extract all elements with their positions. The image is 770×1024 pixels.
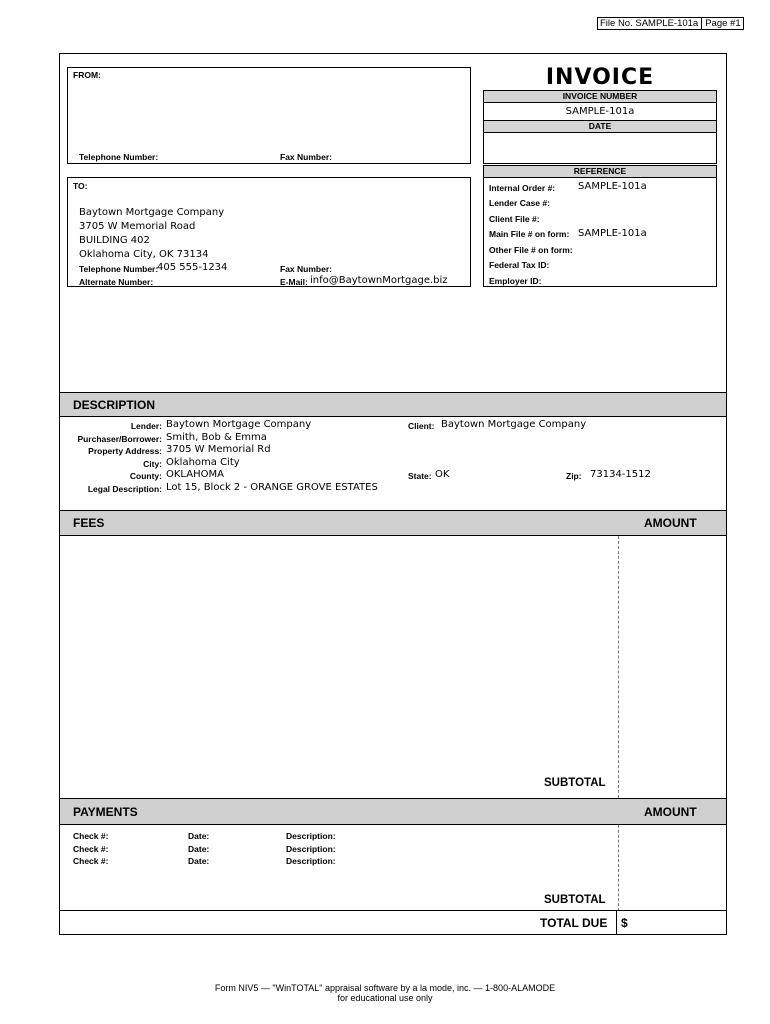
- reference-label: REFERENCE: [483, 165, 717, 178]
- total-due-currency: $: [621, 916, 628, 930]
- client-label: Client:: [408, 421, 435, 431]
- property-address-label: Property Address:: [88, 446, 162, 456]
- invoice-number-value: SAMPLE-101a: [565, 106, 635, 117]
- payment-check-label-3: Check #:: [73, 856, 109, 866]
- payment-date-label-2: Date:: [188, 844, 210, 854]
- payments-amount-divider: [618, 825, 619, 911]
- from-box: [67, 67, 471, 164]
- borrower-value: Smith, Bob & Emma: [166, 432, 267, 443]
- state-value: OK: [435, 469, 450, 480]
- from-fax-label: Fax Number:: [280, 152, 332, 162]
- date-label: DATE: [483, 120, 717, 133]
- to-email: info@BaytownMortgage.biz: [310, 275, 448, 286]
- client-value: Baytown Mortgage Company: [441, 419, 587, 430]
- to-label: TO:: [73, 181, 88, 191]
- borrower-label: Purchaser/Borrower:: [77, 434, 162, 444]
- fees-amount-header: AMOUNT: [644, 516, 697, 530]
- ref-lender-case-label: Lender Case #:: [489, 198, 550, 208]
- ref-main-file-label: Main File # on form:: [489, 229, 570, 239]
- zip-value: 73134-1512: [590, 469, 651, 480]
- legal-description-value: Lot 15, Block 2 - ORANGE GROVE ESTATES: [166, 482, 378, 493]
- page-number: Page #1: [701, 18, 740, 29]
- property-address-value: 3705 W Memorial Rd: [166, 444, 271, 455]
- payment-desc-label-2: Description:: [286, 844, 336, 854]
- file-page-ref: [597, 17, 744, 30]
- footer-line-1: Form NIV5 — "WinTOTAL" appraisal software by a la mode, inc. — 1-800-ALAMODE: [214, 983, 556, 993]
- to-telephone: 405 555-1234: [157, 262, 228, 273]
- total-due-vertical: [616, 910, 617, 934]
- to-fax-label: Fax Number:: [280, 264, 332, 274]
- file-number: File No. SAMPLE-101a: [600, 18, 699, 29]
- description-header-band: [60, 392, 726, 417]
- from-label: FROM:: [73, 70, 101, 80]
- to-telephone-label: Telephone Number:: [79, 264, 159, 274]
- payments-amount-header: AMOUNT: [644, 805, 697, 819]
- fees-subtotal-label: SUBTOTAL: [544, 777, 606, 789]
- state-label: State:: [408, 471, 432, 481]
- city-value: Oklahoma City: [166, 457, 240, 468]
- lender-label: Lender:: [130, 421, 162, 431]
- ref-main-file-value: SAMPLE-101a: [578, 228, 647, 239]
- from-telephone-label: Telephone Number:: [79, 152, 159, 162]
- payments-header: PAYMENTS: [73, 805, 138, 819]
- fees-header: FEES: [73, 516, 105, 530]
- total-due-divider: [60, 910, 726, 911]
- invoice-title: INVOICE: [545, 65, 655, 90]
- payment-desc-label-1: Description:: [286, 831, 336, 841]
- county-value: OKLAHOMA: [166, 469, 224, 480]
- payment-date-label-1: Date:: [188, 831, 210, 841]
- footer-line-2: for educational use only: [337, 993, 433, 1003]
- to-email-label: E-Mail:: [280, 277, 308, 287]
- to-line-1: Baytown Mortgage Company: [79, 207, 225, 218]
- payments-subtotal-label: SUBTOTAL: [544, 894, 606, 906]
- ref-internal-order-label: Internal Order #:: [489, 183, 556, 193]
- ref-internal-order-value: SAMPLE-101a: [578, 181, 647, 192]
- payment-check-label-2: Check #:: [73, 844, 109, 854]
- to-alternate-label: Alternate Number:: [79, 277, 154, 287]
- payment-date-label-3: Date:: [188, 856, 210, 866]
- payments-header-band: [60, 798, 726, 825]
- to-line-4: Oklahoma City, OK 73134: [79, 249, 209, 260]
- city-label: City:: [143, 459, 162, 469]
- fees-header-band: [60, 510, 726, 536]
- ref-employer-id-label: Employer ID:: [489, 276, 542, 286]
- ref-federal-tax-label: Federal Tax ID:: [489, 260, 550, 270]
- payment-desc-label-3: Description:: [286, 856, 336, 866]
- fees-amount-divider: [618, 536, 619, 798]
- county-label: County:: [129, 471, 162, 481]
- lender-value: Baytown Mortgage Company: [166, 419, 312, 430]
- zip-label: Zip:: [566, 471, 582, 481]
- ref-client-file-label: Client File #:: [489, 214, 540, 224]
- total-due-label: TOTAL DUE: [540, 916, 608, 930]
- legal-description-label: Legal Description:: [87, 484, 162, 494]
- to-line-3: BUILDING 402: [79, 235, 150, 246]
- payment-check-label-1: Check #:: [73, 831, 109, 841]
- invoice-number-label: INVOICE NUMBER: [483, 90, 717, 103]
- to-line-2: 3705 W Memorial Road: [79, 221, 196, 232]
- ref-other-file-label: Other File # on form:: [489, 245, 573, 255]
- description-header: DESCRIPTION: [73, 398, 156, 412]
